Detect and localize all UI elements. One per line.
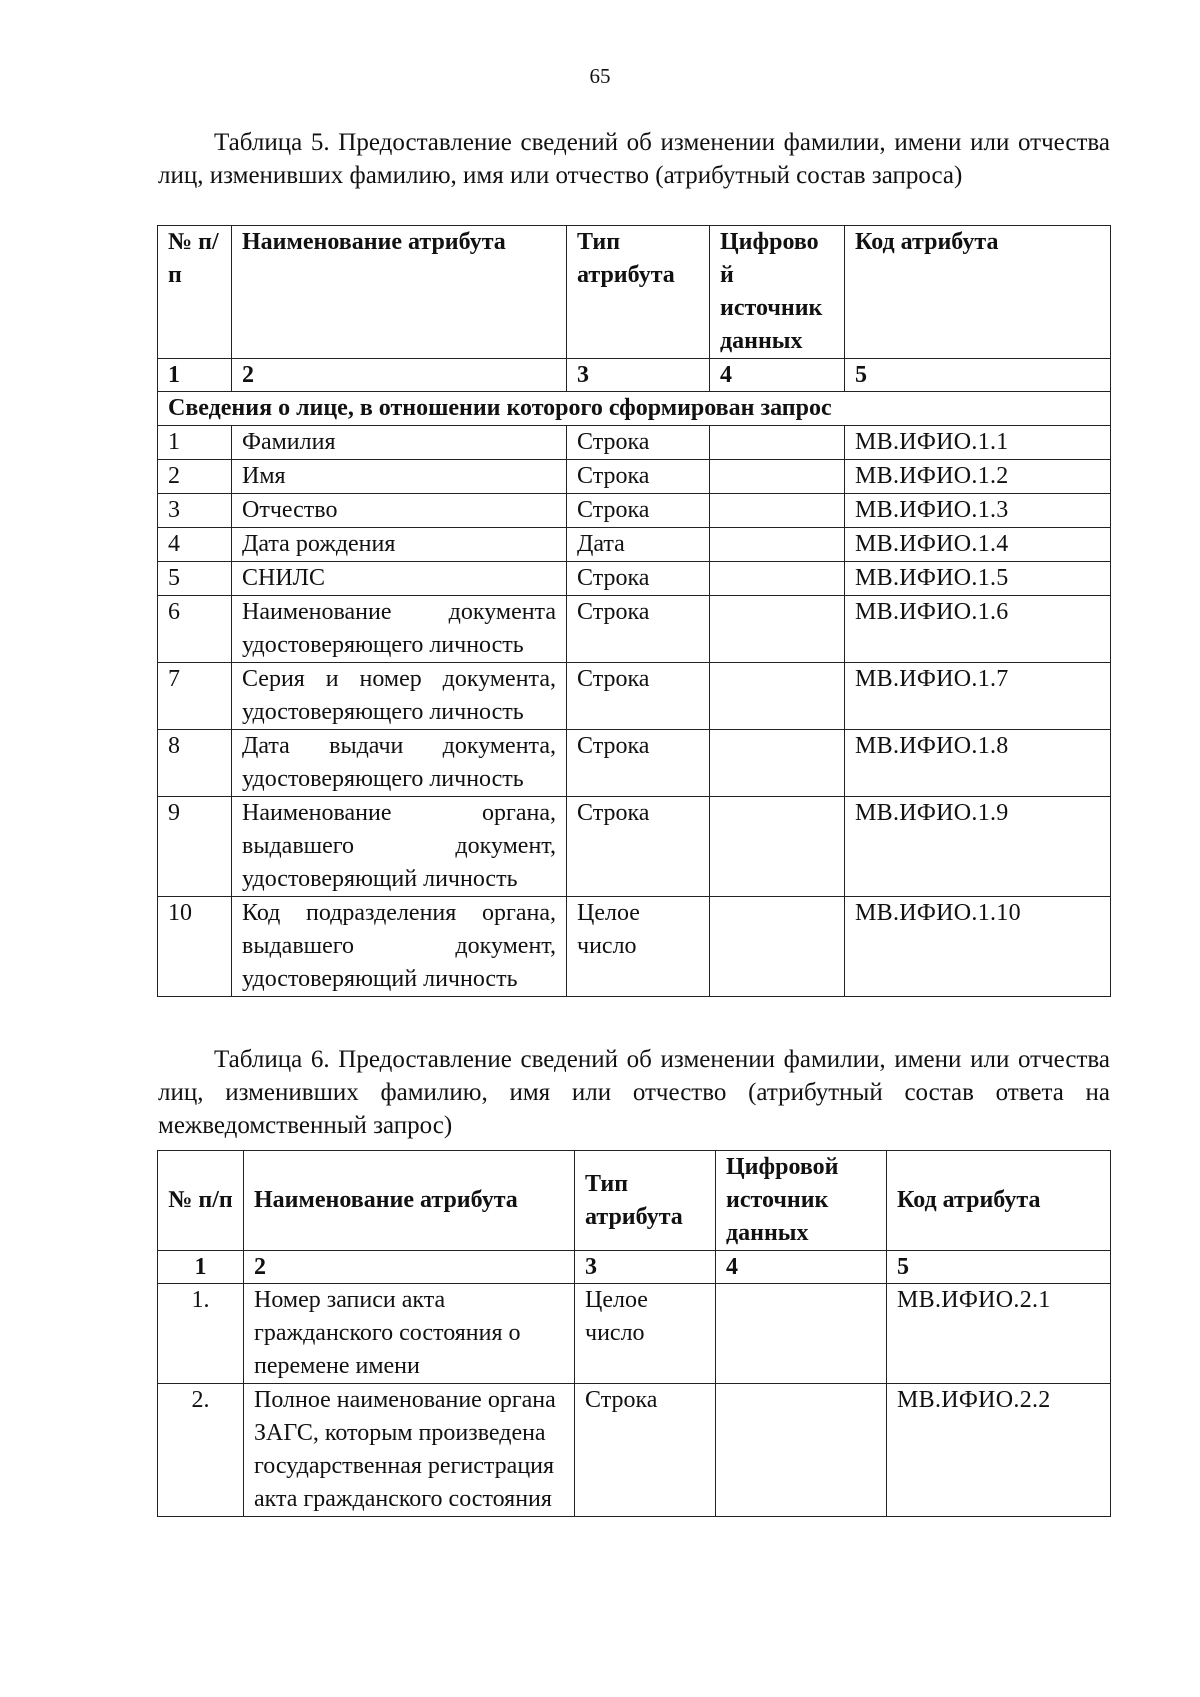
table-6-header-row [158,1151,1111,1251]
attribute-type: Строка [567,797,710,897]
attribute-code: МВ.ИФИО.1.2 [845,460,1111,494]
table-row [158,797,1111,897]
row-number: 7 [158,663,232,730]
t6-header-number: № п/п [158,1151,244,1251]
data-source [710,897,845,997]
table-5-section-row [158,392,1111,426]
attribute-type: Дата [567,528,710,562]
row-number: 5 [158,562,232,596]
data-source [716,1384,887,1517]
table-row [158,528,1111,562]
attribute-name: Дата рождения [232,528,567,562]
attribute-name: Полное наименование органа ЗАГС, которым произведена государственная регистрация акта гражданского состояния [244,1384,575,1517]
attribute-name: Серия и номер документа, удостоверяющего личность [232,663,567,730]
t6-header-type: Тип атрибута [575,1151,716,1251]
t5-header-number: № п/п [158,226,232,359]
table-row [158,596,1111,663]
table-row [158,1284,1111,1384]
attribute-name: Наименование органа, выдавшего документ, удостоверяющий личность [232,797,567,897]
attribute-type: Целое число [575,1284,716,1384]
t6-header-name: Наименование атрибута [244,1151,575,1251]
row-number: 1 [158,426,232,460]
attribute-code: МВ.ИФИО.1.10 [845,897,1111,997]
attribute-name: Фамилия [232,426,567,460]
table-6-column-numbers [158,1251,1111,1284]
attribute-name: Код подразделения органа, выдавшего документ, удостоверяющий личность [232,897,567,997]
t6-colnum: 3 [575,1251,716,1284]
t5-colnum: 5 [845,359,1111,392]
t5-header-type: Тип атрибута [567,226,710,359]
t6-header-source: Цифровой источник данных [716,1151,887,1251]
attribute-code: МВ.ИФИО.2.2 [887,1384,1111,1517]
t5-colnum: 4 [710,359,845,392]
data-source [716,1284,887,1384]
table-5 [157,225,1111,997]
t5-section-title: Сведения о лице, в отношении которого сформирован запрос [158,392,1111,426]
row-number: 9 [158,797,232,897]
attribute-type: Строка [567,426,710,460]
t6-colnum: 1 [158,1251,244,1284]
t5-colnum: 3 [567,359,710,392]
attribute-code: МВ.ИФИО.1.8 [845,730,1111,797]
attribute-type: Строка [567,730,710,797]
attribute-code: МВ.ИФИО.1.3 [845,494,1111,528]
attribute-type: Строка [567,596,710,663]
attribute-name: СНИЛС [232,562,567,596]
attribute-code: МВ.ИФИО.1.7 [845,663,1111,730]
row-number: 10 [158,897,232,997]
attribute-type: Строка [567,494,710,528]
data-source [710,562,845,596]
data-source [710,528,845,562]
t6-colnum: 2 [244,1251,575,1284]
attribute-code: МВ.ИФИО.2.1 [887,1284,1111,1384]
row-number: 3 [158,494,232,528]
table-row [158,494,1111,528]
data-source [710,426,845,460]
t6-colnum: 4 [716,1251,887,1284]
t6-colnum: 5 [887,1251,1111,1284]
attribute-type: Строка [567,460,710,494]
t5-colnum: 1 [158,359,232,392]
row-number: 6 [158,596,232,663]
page-number: 65 [589,64,611,88]
table-6 [157,1150,1111,1517]
row-number: 2 [158,460,232,494]
attribute-type: Строка [575,1384,716,1517]
attribute-code: МВ.ИФИО.1.5 [845,562,1111,596]
data-source [710,596,845,663]
table-row [158,426,1111,460]
attribute-name: Наименование документа удостоверяющего личность [232,596,567,663]
data-source [710,494,845,528]
attribute-code: МВ.ИФИО.1.4 [845,528,1111,562]
t5-colnum: 2 [232,359,567,392]
table-row [158,730,1111,797]
attribute-name: Номер записи акта гражданского состояния о перемене имени [244,1284,575,1384]
data-source [710,663,845,730]
attribute-name: Имя [232,460,567,494]
attribute-type: Строка [567,562,710,596]
t5-header-source: Цифрово й источник данных [710,226,845,359]
attribute-name: Отчество [232,494,567,528]
table-row [158,562,1111,596]
attribute-code: МВ.ИФИО.1.9 [845,797,1111,897]
attribute-code: МВ.ИФИО.1.6 [845,596,1111,663]
table-row [158,1384,1111,1517]
table-6-caption: Таблица 6. Предоставление сведений об изменении фамилии, имени или отчества лиц, изменивших фамилию, имя или отчество (атрибутный состав ответа на межведомственный запрос) [158,1046,1110,1139]
table-row [158,663,1111,730]
attribute-type: Целое число [567,897,710,997]
attribute-code: МВ.ИФИО.1.1 [845,426,1111,460]
table-5-header-row [158,226,1111,359]
table-row [158,897,1111,997]
table-row [158,460,1111,494]
table-5-column-numbers [158,359,1111,392]
row-number: 8 [158,730,232,797]
t5-header-name: Наименование атрибута [232,226,567,359]
t6-header-code: Код атрибута [887,1151,1111,1251]
row-number: 4 [158,528,232,562]
attribute-type: Строка [567,663,710,730]
table-5-caption: Таблица 5. Предоставление сведений об изменении фамилии, имени или отчества лиц, изменивших фамилию, имя или отчество (атрибутный состав запроса) [158,129,1110,189]
attribute-name: Дата выдачи документа, удостоверяющего личность [232,730,567,797]
t5-header-code: Код атрибута [845,226,1111,359]
data-source [710,797,845,897]
row-number: 2. [158,1384,244,1517]
data-source [710,730,845,797]
row-number: 1. [158,1284,244,1384]
data-source [710,460,845,494]
